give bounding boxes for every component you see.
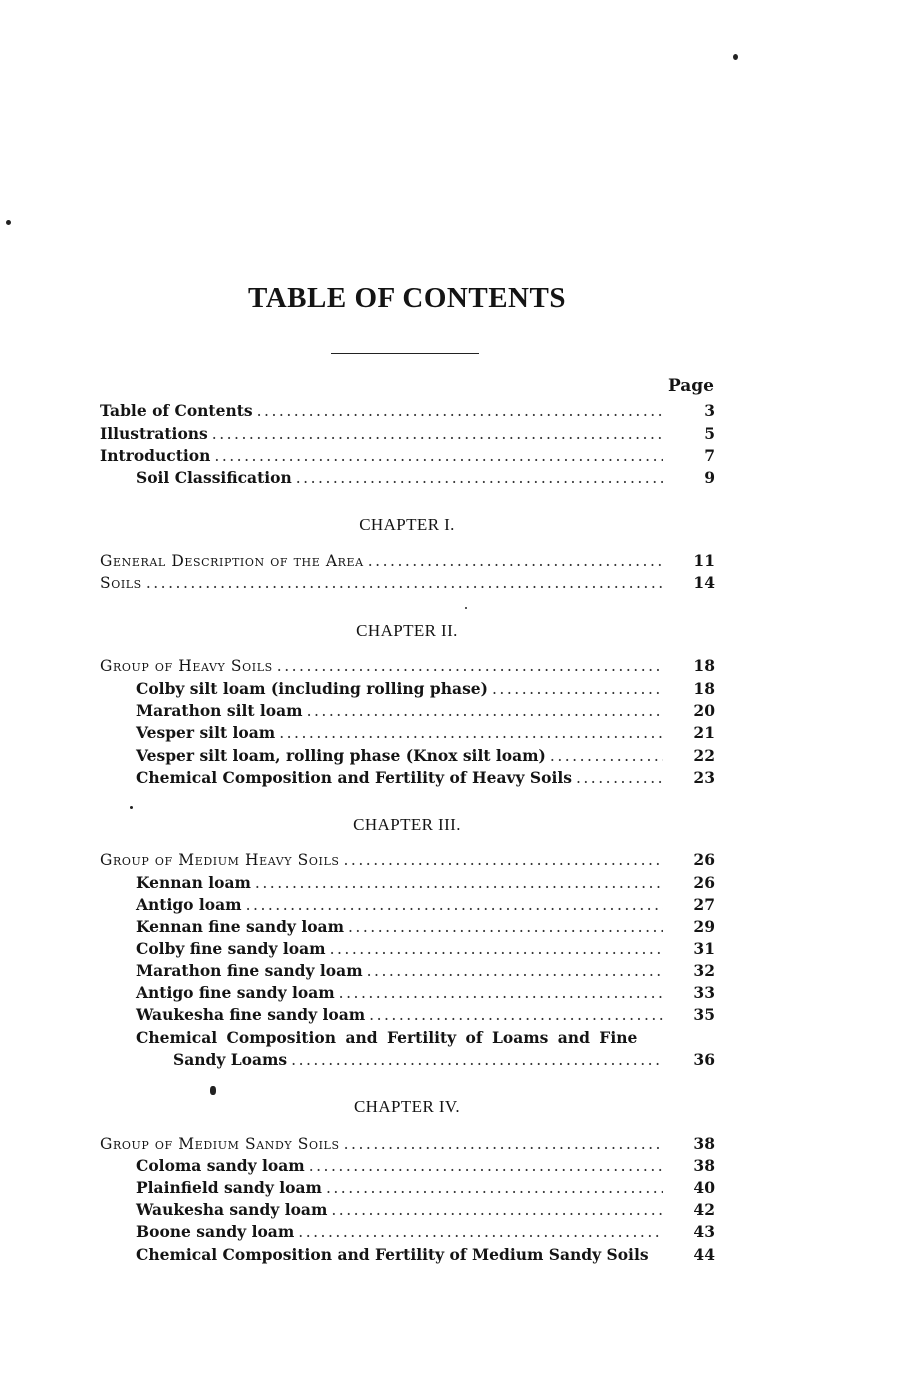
toc-entry bbox=[136, 873, 715, 895]
toc-entry bbox=[136, 1028, 662, 1050]
toc-entry bbox=[136, 895, 715, 917]
leader-dots bbox=[576, 769, 663, 787]
leader-dots bbox=[146, 574, 663, 592]
toc-entry-label: Waukesha sandy loam bbox=[136, 1200, 328, 1219]
scan-speck bbox=[6, 220, 11, 225]
chapter-heading: CHAPTER IV. bbox=[353, 1097, 461, 1116]
toc-entry bbox=[136, 1005, 715, 1027]
toc-entry-label: Coloma sandy loam bbox=[136, 1156, 305, 1175]
toc-entry bbox=[100, 1134, 715, 1156]
leader-dots bbox=[246, 896, 663, 914]
leader-dots bbox=[307, 702, 663, 720]
toc-entry-page: 42 bbox=[693, 1200, 715, 1219]
toc-entry bbox=[136, 768, 715, 790]
toc-entry-label: Vesper silt loam, rolling phase (Knox silt loam) bbox=[136, 746, 546, 765]
leader-dots bbox=[348, 918, 663, 936]
toc-entry bbox=[136, 917, 715, 939]
toc-entry-page: 5 bbox=[704, 424, 715, 443]
toc-entry-label: Group of Medium Sandy Soils bbox=[100, 1135, 340, 1153]
leader-dots bbox=[367, 962, 663, 980]
leader-dots bbox=[339, 984, 663, 1002]
toc-entry bbox=[100, 656, 715, 678]
toc-entry bbox=[136, 1156, 715, 1178]
toc-entry-page: 26 bbox=[693, 850, 715, 869]
toc-entry-label: Vesper silt loam bbox=[136, 723, 276, 742]
leader-dots bbox=[492, 680, 663, 698]
toc-entry bbox=[136, 983, 715, 1005]
chapter-heading: CHAPTER I. bbox=[359, 515, 455, 534]
chapter-heading: CHAPTER III. bbox=[353, 815, 461, 834]
toc-entry-page: 32 bbox=[693, 961, 715, 980]
toc-entry-page: 18 bbox=[693, 656, 715, 675]
toc-entry bbox=[136, 468, 715, 490]
page-title: TABLE OF CONTENTS bbox=[248, 282, 566, 314]
toc-entry bbox=[100, 401, 715, 423]
toc-entry-label: Chemical Composition and Fertility of Loams and Fine bbox=[136, 1028, 638, 1047]
toc-entry bbox=[136, 701, 715, 723]
scan-speck bbox=[130, 806, 133, 809]
leader-dots bbox=[212, 425, 663, 443]
toc-entry-label: General Description of the Area bbox=[100, 552, 364, 570]
leader-dots bbox=[257, 402, 663, 420]
toc-entry-label: Illustrations bbox=[100, 424, 208, 443]
toc-entry bbox=[173, 1050, 715, 1072]
toc-entry bbox=[100, 424, 715, 446]
toc-entry-page: 9 bbox=[704, 468, 715, 487]
toc-entry-page: 7 bbox=[704, 446, 715, 465]
page-column-header: Page bbox=[667, 376, 714, 396]
toc-entry-page: 18 bbox=[693, 679, 715, 698]
leader-dots bbox=[255, 874, 663, 892]
leader-dots bbox=[214, 447, 663, 465]
toc-entry bbox=[136, 679, 715, 701]
toc-entry-page: 23 bbox=[693, 768, 715, 787]
toc-entry-page: 33 bbox=[693, 983, 715, 1002]
scan-speck bbox=[210, 1086, 216, 1095]
toc-entry-label: Soils bbox=[100, 574, 142, 592]
chapter-heading: CHAPTER II. bbox=[356, 621, 458, 640]
toc-entry bbox=[100, 573, 715, 595]
toc-entry-label: Group of Medium Heavy Soils bbox=[100, 851, 340, 869]
toc-entry bbox=[136, 1200, 715, 1222]
leader-dots bbox=[298, 1223, 663, 1241]
toc-entry-label: Antigo loam bbox=[136, 895, 242, 914]
toc-entry-label: Table of Contents bbox=[100, 401, 253, 420]
toc-entry-label: Antigo fine sandy loam bbox=[136, 983, 335, 1002]
toc-entry-label: Marathon silt loam bbox=[136, 701, 303, 720]
leader-dots bbox=[309, 1157, 663, 1175]
toc-entry-label: Colby silt loam (including rolling phase) bbox=[136, 679, 488, 698]
leader-dots bbox=[344, 1135, 663, 1153]
toc-entry-page: 38 bbox=[693, 1134, 715, 1153]
leader-dots bbox=[296, 469, 663, 487]
toc-entry-label: Plainfield sandy loam bbox=[136, 1178, 322, 1197]
toc-entry-label: Group of Heavy Soils bbox=[100, 657, 273, 675]
leader-dots bbox=[369, 1006, 663, 1024]
toc-entry bbox=[136, 1245, 715, 1267]
leader-dots bbox=[277, 657, 663, 675]
toc-entry-page: 14 bbox=[693, 573, 715, 592]
toc-entry-page: 44 bbox=[693, 1245, 715, 1264]
toc-entry-label: Marathon fine sandy loam bbox=[136, 961, 363, 980]
toc-entry-label: Chemical Composition and Fertility of Heavy Soils bbox=[136, 768, 572, 787]
toc-entry-page: 20 bbox=[693, 701, 715, 720]
toc-entry-label: Kennan fine sandy loam bbox=[136, 917, 344, 936]
toc-entry bbox=[100, 446, 715, 468]
toc-entry-page: 11 bbox=[693, 551, 715, 570]
leader-dots bbox=[279, 724, 663, 742]
toc-entry-page: 36 bbox=[693, 1050, 715, 1069]
toc-entry bbox=[136, 939, 715, 961]
leader-dots bbox=[291, 1051, 663, 1069]
toc-entry-page: 35 bbox=[693, 1005, 715, 1024]
toc-entry-label: Introduction bbox=[100, 446, 211, 465]
toc-entry bbox=[136, 961, 715, 983]
toc-entry-label: Waukesha fine sandy loam bbox=[136, 1005, 366, 1024]
leader-dots bbox=[330, 940, 663, 958]
toc-entry-page: 21 bbox=[693, 723, 715, 742]
leader-dots bbox=[326, 1179, 663, 1197]
leader-dots bbox=[550, 747, 663, 765]
leader-dots bbox=[368, 552, 663, 570]
toc-entry-page: 31 bbox=[693, 939, 715, 958]
leader-dots bbox=[331, 1201, 663, 1219]
toc-entry-label: Soil Classification bbox=[136, 468, 292, 487]
toc-entry-page: 22 bbox=[693, 746, 715, 765]
toc-entry-label: Colby fine sandy loam bbox=[136, 939, 326, 958]
title-rule bbox=[331, 353, 479, 354]
toc-entry-label: Sandy Loams bbox=[173, 1050, 288, 1069]
toc-entry bbox=[100, 850, 715, 872]
toc-entry-page: 40 bbox=[693, 1178, 715, 1197]
toc-entry bbox=[136, 1178, 715, 1200]
toc-entry-page: 3 bbox=[704, 401, 715, 420]
toc-entry bbox=[136, 723, 715, 745]
toc-entry-page: 38 bbox=[693, 1156, 715, 1175]
toc-entry-label: Chemical Composition and Fertility of Medium Sandy Soils bbox=[136, 1245, 649, 1264]
toc-entry-label: Boone sandy loam bbox=[136, 1222, 295, 1241]
toc-entry-page: 27 bbox=[693, 895, 715, 914]
toc-entry-label: Kennan loam bbox=[136, 873, 251, 892]
toc-entry bbox=[100, 551, 715, 573]
toc-entry bbox=[136, 1222, 715, 1244]
toc-entry-page: 26 bbox=[693, 873, 715, 892]
toc-entry-page: 43 bbox=[693, 1222, 715, 1241]
toc-entry-page: 29 bbox=[693, 917, 715, 936]
leader-dots bbox=[343, 851, 663, 869]
scan-speck bbox=[465, 607, 467, 609]
toc-entry bbox=[136, 746, 715, 768]
scan-speck bbox=[733, 54, 738, 60]
